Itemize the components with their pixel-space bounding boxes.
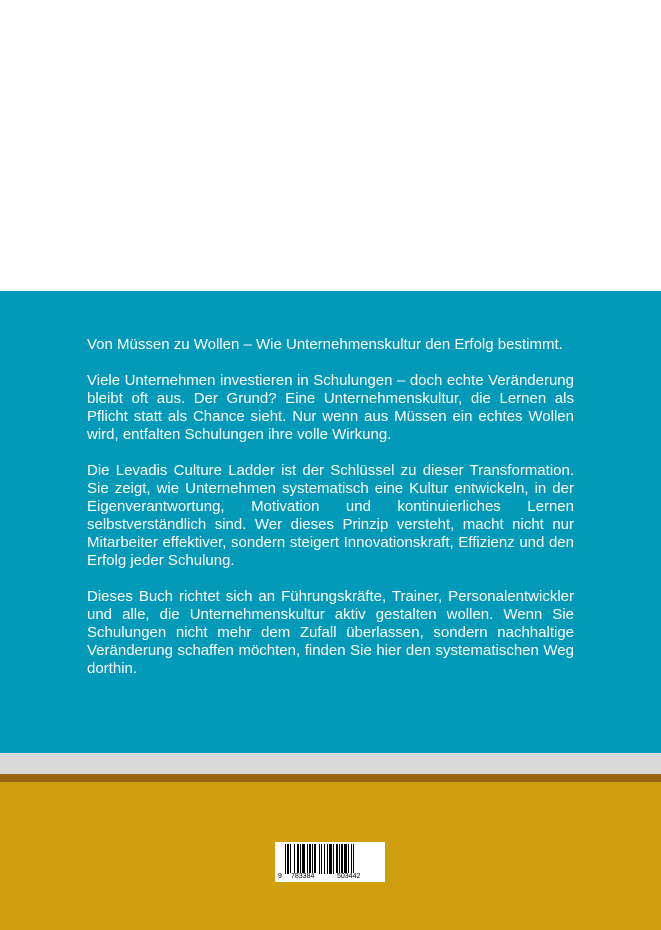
barcode-bar xyxy=(324,844,325,874)
barcode-bar xyxy=(314,844,316,874)
barcode-bar xyxy=(351,844,352,874)
barcode-bar xyxy=(329,844,332,874)
barcode-bar xyxy=(344,844,347,874)
barcode-bar xyxy=(290,844,291,874)
barcode-bar xyxy=(294,844,295,874)
barcode-digits-left: 783384 xyxy=(291,873,315,880)
barcode-bar xyxy=(307,844,308,874)
barcode-bar xyxy=(302,844,305,874)
barcode-bar xyxy=(341,844,343,874)
barcode-bar xyxy=(333,844,334,874)
barcode-bar xyxy=(336,844,338,874)
barcode-bar xyxy=(285,844,286,874)
barcode-bar xyxy=(297,844,299,874)
barcode-bar xyxy=(348,844,349,874)
barcode-digit-prefix: 9 xyxy=(278,873,282,880)
barcode-bar xyxy=(300,844,301,874)
brown-divider-stripe xyxy=(0,774,661,782)
barcode-digits-right: 503442 xyxy=(337,873,361,880)
barcode-bar xyxy=(312,844,313,874)
blurb-paragraph-problem: Viele Unternehmen investieren in Schulungen – doch echte Veränderung bleibt oft aus. Der Grund? Eine Unternehmenskultur, die Lernen als Pflicht statt als Chance sieht. Nur wenn aus Müssen ein echtes Wollen wird, entfalten Schulungen ihre volle Wirkung. xyxy=(87,372,574,443)
blurb-paragraph-ladder: Die Levadis Culture Ladder ist der Schlüssel zu dieser Transformation. Sie zeigt, wie Unternehmen systematisch eine Kultur entwickeln, in der Eigenverantwortung, Motivation und kontinuierliches Lernen selbstverständlich sind. Wer dieses Prinzip versteht, macht nicht nur Mitarbeiter effektiver, sondern steigert Innovationskraft, Effizienz und den Erfolg jeder Schulung. xyxy=(87,462,574,569)
barcode-bar xyxy=(321,844,322,874)
cover-blank-area xyxy=(0,0,661,291)
barcode-bar xyxy=(287,844,289,874)
blurb-paragraph-audience: Dieses Buch richtet sich an Führungskräfte, Trainer, Personalentwickler und alle, die Unternehmenskultur aktiv gestalten wollen. Wenn Sie Schulungen nicht mehr dem Zufall überlassen, sondern nachhaltige Veränderung schaffen möchten, finden Sie hier den systematischen Weg dorthin. xyxy=(87,588,574,677)
blurb-tagline: Von Müssen zu Wollen – Wie Unternehmenskultur den Erfolg bestimmt. xyxy=(87,336,563,353)
barcode-bar xyxy=(327,844,328,874)
back-cover-blurb xyxy=(87,336,574,696)
barcode-bar xyxy=(339,844,340,874)
barcode-bar xyxy=(309,844,311,874)
grey-divider-stripe xyxy=(0,753,661,774)
isbn-barcode xyxy=(275,842,385,882)
barcode-bar xyxy=(319,844,320,874)
barcode-bar xyxy=(353,844,354,874)
